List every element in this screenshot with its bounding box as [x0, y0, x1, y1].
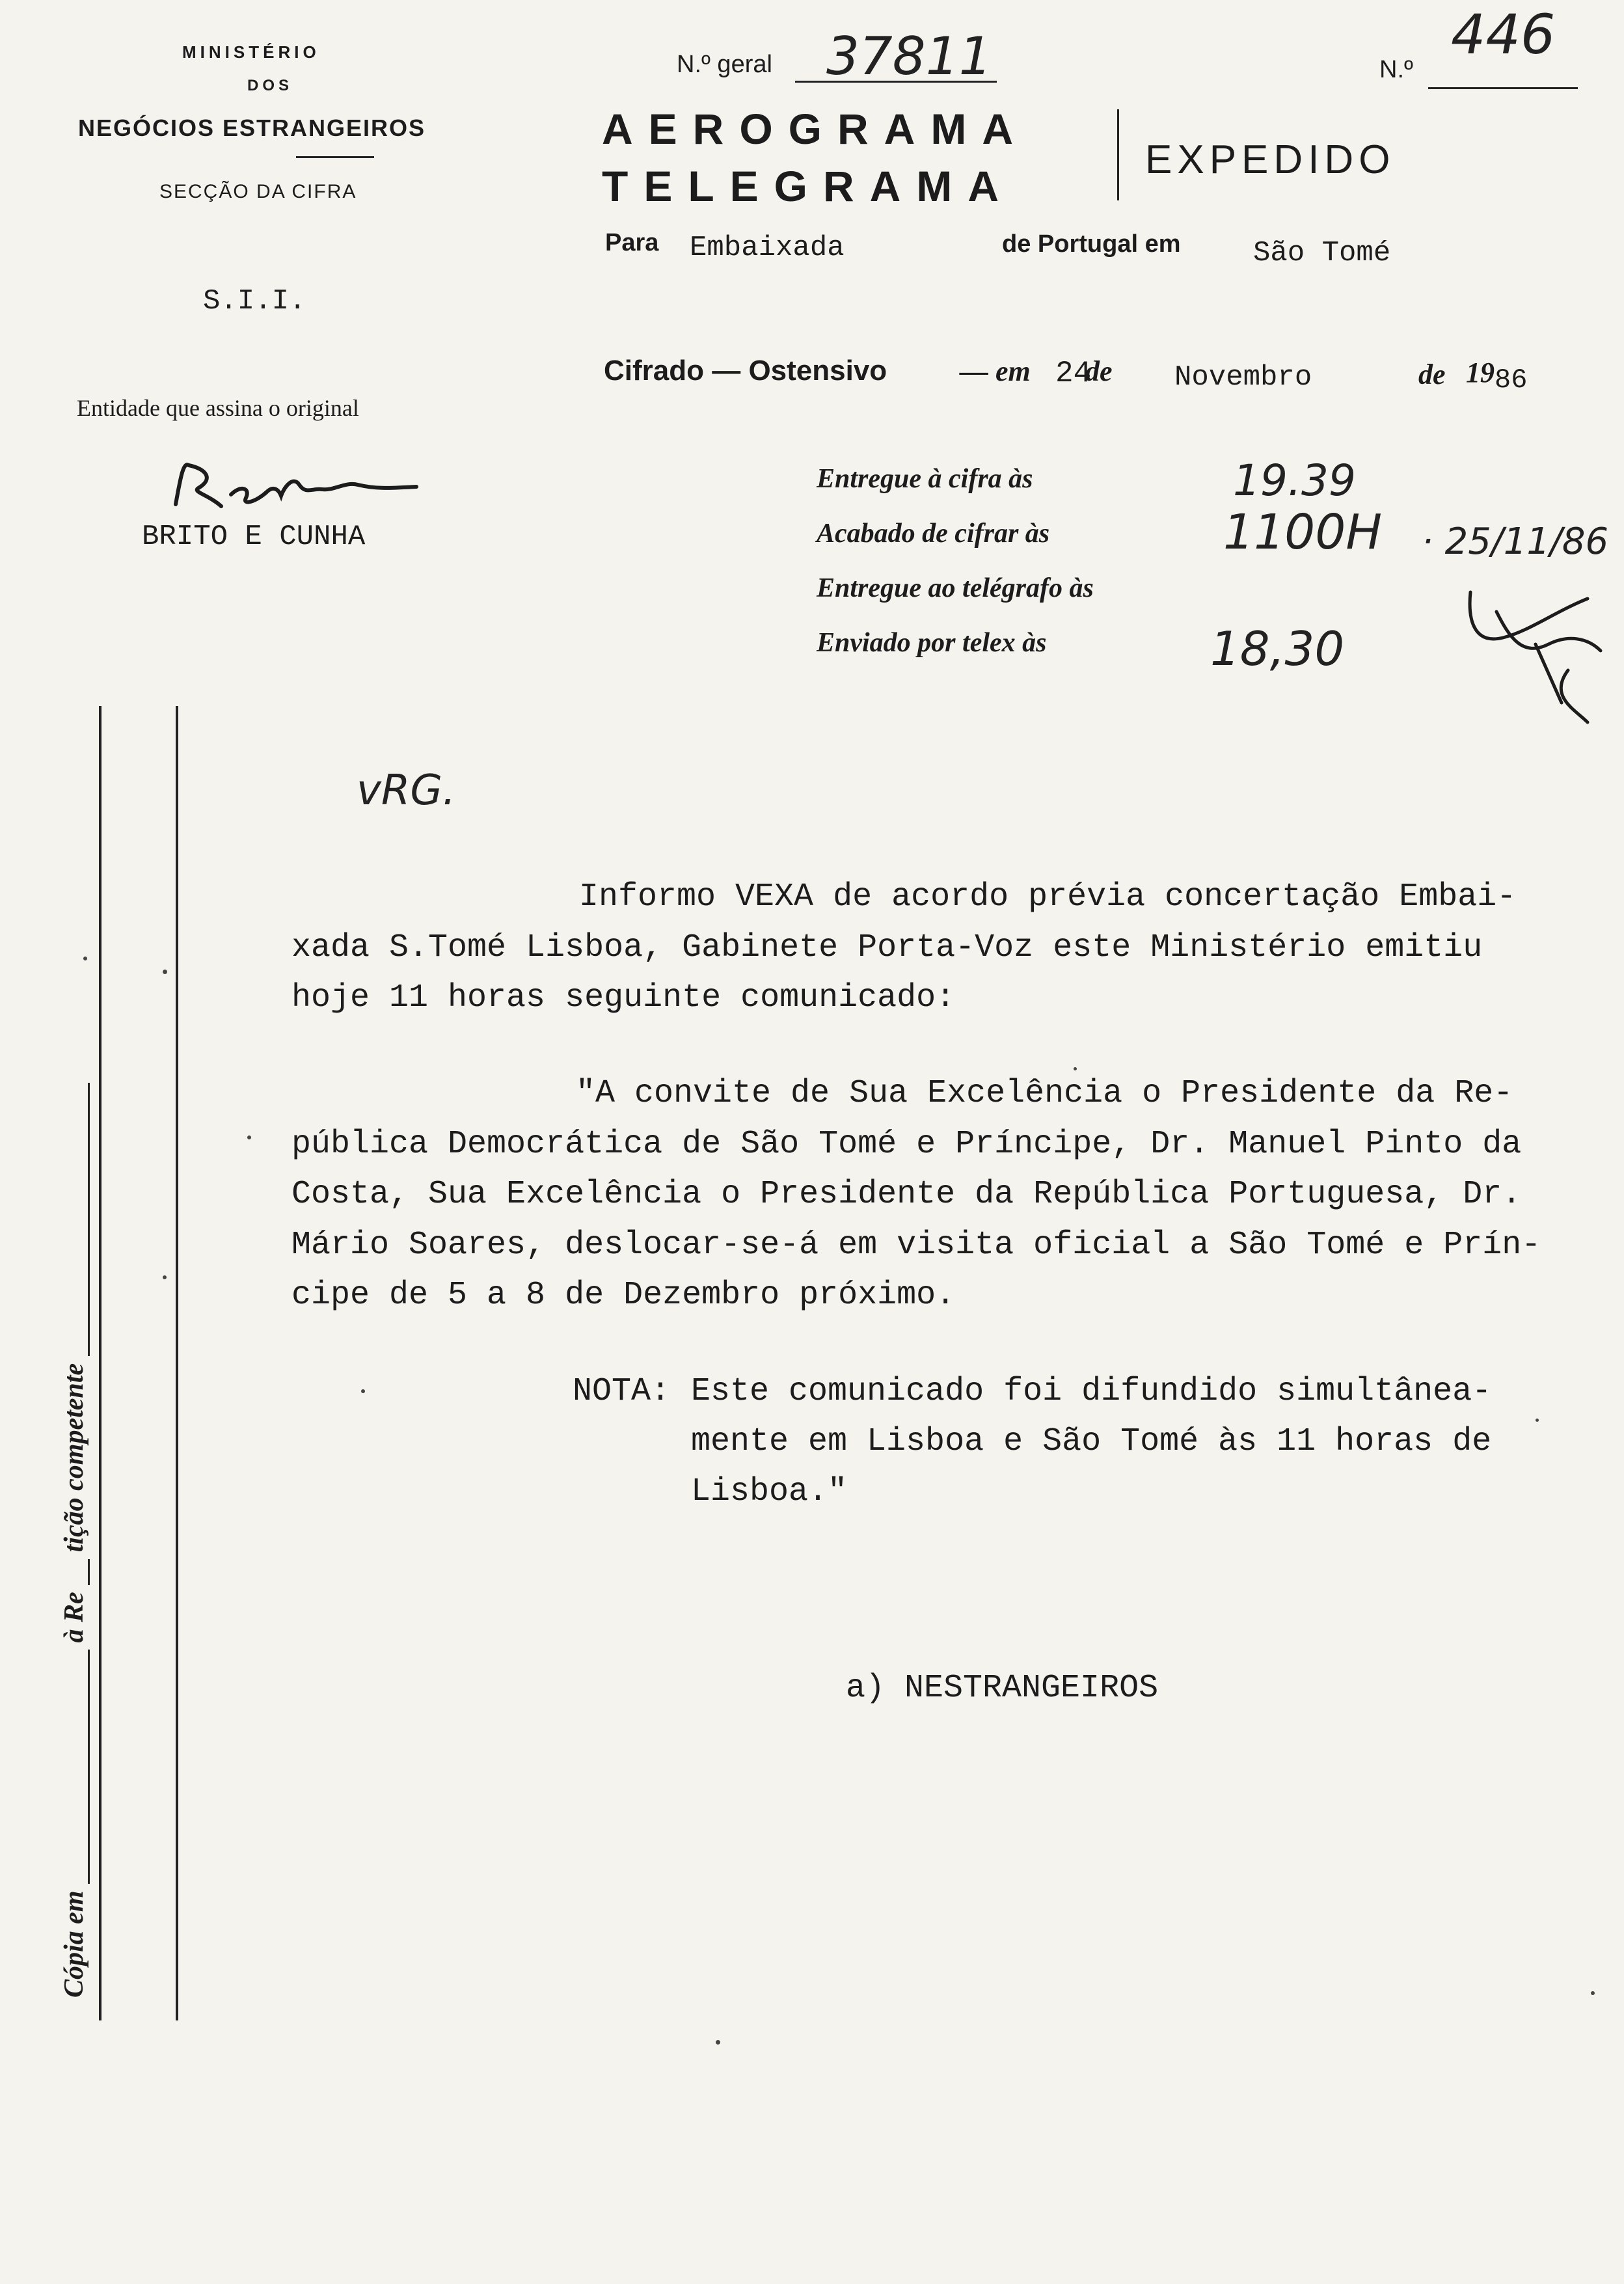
- timeline-cipher-delivered-value: 19.39: [1233, 455, 1356, 506]
- body-line: hoje 11 horas seguinte comunicado:: [291, 979, 956, 1016]
- number-label: N.º: [1379, 56, 1413, 83]
- note-line: Lisboa.": [691, 1473, 848, 1510]
- copy-label: Cópia em: [59, 1890, 89, 1998]
- copy-dest-blank: [66, 1559, 90, 1585]
- destination-label: de Portugal em: [1002, 230, 1181, 258]
- note-line: Este comunicado foi difundido simultânea-: [691, 1373, 1492, 1410]
- number-value: 446: [1451, 3, 1556, 66]
- scan-speck: [1074, 1067, 1077, 1070]
- scan-speck: [1591, 1991, 1595, 1995]
- dispatch-status: EXPEDIDO: [1145, 137, 1396, 182]
- timeline-cipher-finished-value: 1100H: [1223, 504, 1382, 560]
- timeline-cipher-finished-label: Acabado de cifrar às: [817, 519, 1050, 549]
- general-number-label: N.º geral: [677, 51, 772, 78]
- timeline-telegraph-label: Entregue ao telégrafo às: [817, 573, 1094, 603]
- ministry-divider: [296, 156, 374, 158]
- scan-speck: [361, 1389, 365, 1393]
- note-label: NOTA:: [573, 1373, 671, 1410]
- handwritten-signature: [169, 449, 442, 524]
- date-de2-label: de: [1418, 359, 1446, 390]
- scan-speck: [163, 1275, 167, 1279]
- copy-dest-label: à Re: [59, 1592, 89, 1643]
- handwritten-initials: [1457, 573, 1607, 732]
- timeline-cipher-delivered-label: Entregue à cifra às: [817, 464, 1033, 494]
- body-line: cipe de 5 a 8 de Dezembro próximo.: [291, 1277, 956, 1314]
- cipher-mode-label: Cifrado — Ostensivo: [604, 355, 887, 387]
- scan-speck: [163, 970, 167, 974]
- date-em-label: — em: [960, 355, 1031, 387]
- date-day: 24: [1055, 357, 1092, 390]
- timeline-telex-value: 18,30: [1210, 621, 1345, 676]
- note-line: mente em Lisboa e São Tomé às 11 horas de: [691, 1423, 1492, 1460]
- date-de-label: de: [1085, 355, 1113, 387]
- ministry-name-line3: NEGÓCIOS ESTRANGEIROS: [78, 115, 426, 141]
- scan-speck: [1536, 1419, 1539, 1422]
- scan-speck: [247, 1135, 251, 1139]
- timeline-telex-label: Enviado por telex às: [817, 628, 1047, 658]
- body-line: "A convite de Sua Excelência o Presidente da Re-: [576, 1075, 1513, 1112]
- body-line: xada S.Tomé Lisboa, Gabinete Porta-Voz este Ministério emitiu: [291, 929, 1483, 966]
- body-line: Mário Soares, deslocar-se-á em visita oficial a São Tomé e Prín-: [291, 1227, 1541, 1264]
- ministry-name-line1: MINISTÉRIO: [182, 42, 320, 62]
- general-number-value: 37811: [826, 26, 992, 87]
- recipient-label: Para: [605, 229, 659, 256]
- salutation: vRG.: [357, 767, 456, 815]
- body-line: Informo VEXA de acordo prévia concertação Embai-: [579, 878, 1517, 916]
- destination-value: São Tomé: [1253, 237, 1391, 269]
- date-month: Novembro: [1174, 361, 1312, 394]
- margin-rule-right: [176, 706, 178, 2020]
- sign-off: a) NESTRANGEIROS: [846, 1670, 1159, 1707]
- scan-speck: [83, 957, 87, 960]
- recipient-value: Embaixada: [690, 232, 845, 264]
- signer-name: BRITO E CUNHA: [142, 521, 366, 553]
- date-year-prefix: 19: [1466, 357, 1495, 388]
- number-underline: [1428, 87, 1578, 89]
- copy-blank: [66, 1650, 90, 1884]
- timeline-cipher-finished-date: · 25/11/86: [1422, 521, 1609, 563]
- date-year-suffix: 86: [1495, 364, 1528, 396]
- margin-rule-left: [99, 706, 102, 2020]
- unit-code: S.I.I.: [203, 285, 306, 318]
- copy-competent-label: tição competente: [59, 1363, 89, 1553]
- form-type-aerograma: AEROGRAMA: [602, 105, 1029, 153]
- ministry-name-line2: DOS: [247, 77, 293, 94]
- scan-speck: [716, 2040, 720, 2045]
- signing-entity-label: Entidade que assina o original: [77, 395, 359, 421]
- body-line: Costa, Sua Excelência o Presidente da República Portuguesa, Dr.: [291, 1176, 1522, 1213]
- form-type-telegrama: TELEGRAMA: [602, 162, 1014, 210]
- form-type-bracket: [1117, 109, 1119, 200]
- section-name: SECÇÃO DA CIFRA: [159, 181, 357, 202]
- copy-competent-blank: [66, 1083, 90, 1356]
- body-line: pública Democrática de São Tomé e Príncipe, Dr. Manuel Pinto da: [291, 1126, 1522, 1163]
- copy-distribution-note: [59, 1083, 90, 1998]
